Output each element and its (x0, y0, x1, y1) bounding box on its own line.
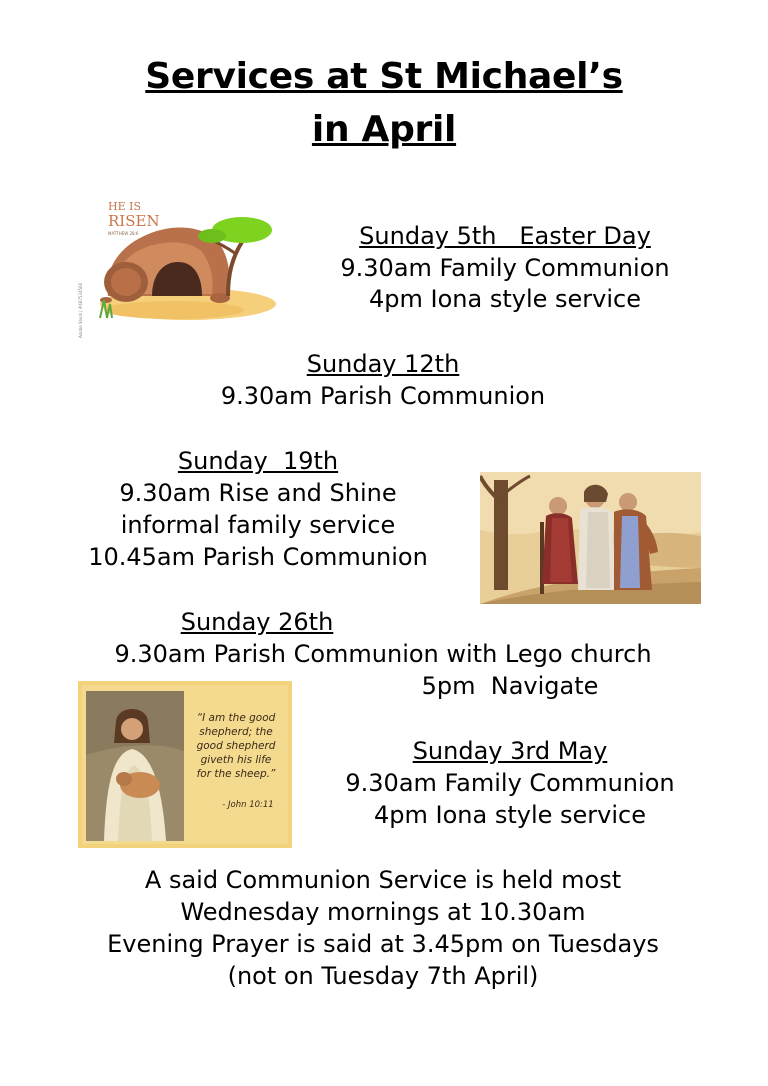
shepherd-quote-line4: giveth his life (200, 754, 272, 766)
weekday-note-line3: Evening Prayer is said at 3.45pm on Tuesdays (107, 930, 659, 958)
risen-caption-line3: MATTHEW 28:6 (108, 231, 139, 236)
easter-heading: Sunday 5th Easter Day (359, 222, 651, 250)
sunday26-service-1: 9.30am Parish Communion with Lego church (114, 640, 652, 668)
sunday19-heading: Sunday 19th (177, 447, 339, 475)
easter-service-1: 9.30am Family Communion (340, 254, 670, 282)
shepherd-quote-reference: - John 10:11 (222, 800, 274, 810)
weekday-note-line4: (not on Tuesday 7th April) (227, 962, 539, 990)
sunday26-service-2: 5pm Navigate (421, 672, 599, 700)
risen-caption-line2: RISEN (108, 212, 160, 230)
shepherd-quote-line5: for the sheep.” (196, 768, 276, 780)
page-title-line1: Services at St Michael’s (145, 56, 623, 97)
road-to-emmaus-image (480, 472, 701, 604)
stock-credit-text: Adobe Stock | #487534566 (78, 282, 83, 338)
may3-service-2: 4pm Iona style service (374, 801, 646, 829)
sunday26-heading: Sunday 26th (180, 608, 334, 636)
risen-caption-line1: HE IS (108, 200, 141, 213)
shepherd-quote-line1: “I am the good (196, 712, 276, 724)
weekday-note-line2: Wednesday mornings at 10.30am (180, 898, 586, 926)
shepherd-quote-line3: good shepherd (196, 740, 276, 752)
may3-heading: Sunday 3rd May (412, 737, 608, 765)
shepherd-with-lamb-illustration (78, 681, 292, 848)
sunday19-service-2: informal family service (120, 511, 396, 539)
empty-tomb-illustration (78, 178, 283, 340)
sunday12-service-1: 9.30am Parish Communion (220, 382, 546, 410)
may3-service-1: 9.30am Family Communion (345, 769, 675, 797)
sunday12-heading: Sunday 12th (306, 350, 460, 378)
sunday19-service-1: 9.30am Rise and Shine (119, 479, 397, 507)
good-shepherd-image (78, 681, 292, 848)
walking-figures-illustration (480, 472, 701, 604)
weekday-note-line1: A said Communion Service is held most (144, 866, 622, 894)
he-is-risen-image (78, 178, 283, 340)
page-title-line2: in April (311, 109, 457, 150)
shepherd-quote-line2: shepherd; the (199, 726, 273, 738)
sunday19-service-3: 10.45am Parish Communion (88, 543, 428, 571)
easter-service-2: 4pm Iona style service (369, 285, 641, 313)
